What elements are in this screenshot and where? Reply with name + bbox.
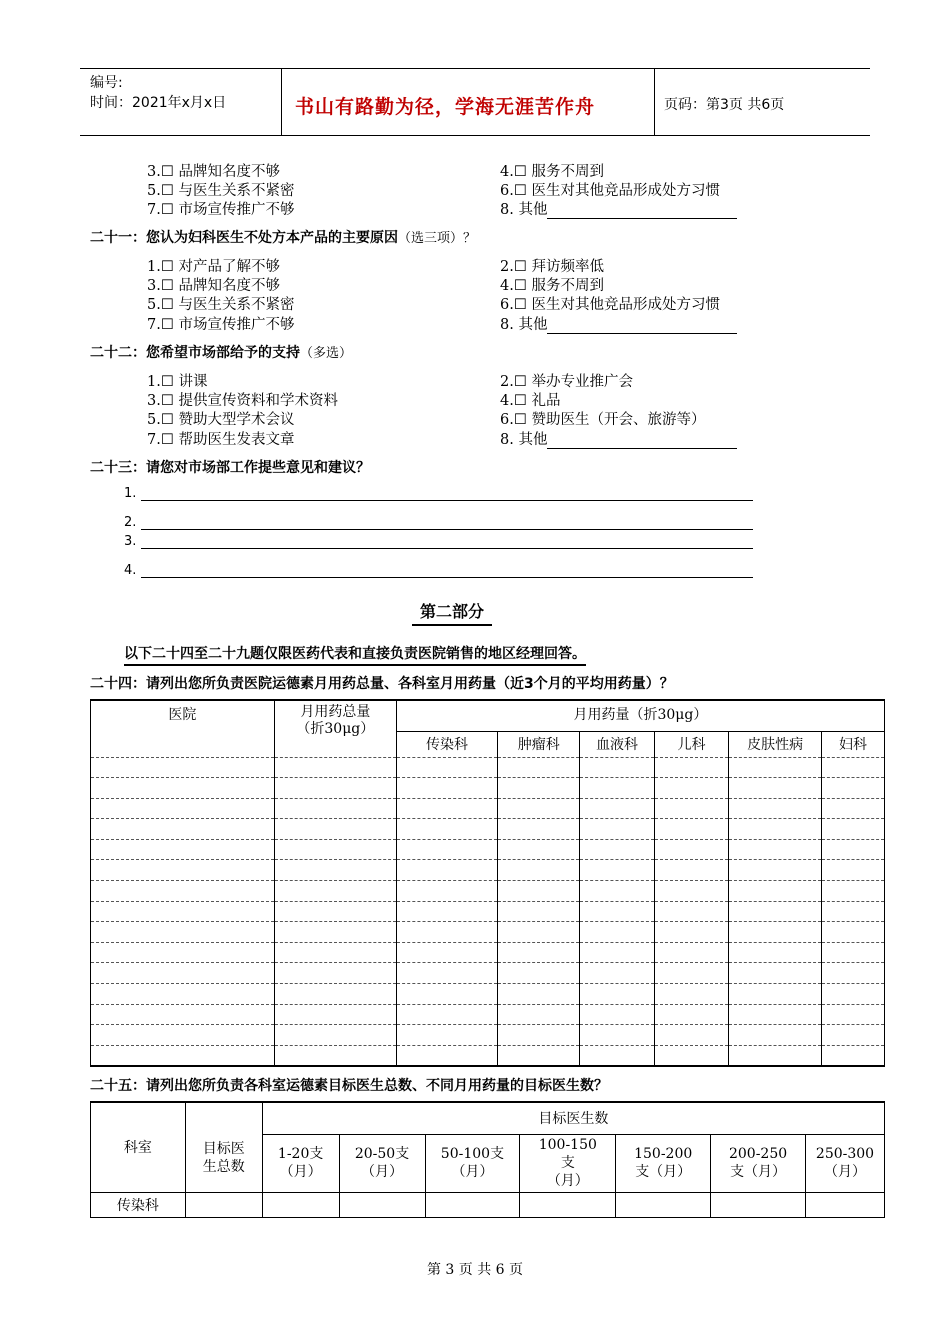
table-row <box>91 798 885 819</box>
table-row <box>91 1004 885 1025</box>
data-cell[interactable] <box>425 1192 520 1217</box>
col-range-line: 150-200 <box>634 1146 693 1162</box>
data-cell[interactable] <box>498 922 580 943</box>
data-cell[interactable] <box>729 984 822 1005</box>
option-other-label: 8. 其他 <box>500 202 548 218</box>
data-cell[interactable] <box>821 798 884 819</box>
col-range-line: 支 <box>560 1155 575 1171</box>
suggestion-number: 1. <box>124 486 137 501</box>
q23-title: 二十三：请您对市场部工作提些意见和建议？ <box>90 460 370 476</box>
data-cell[interactable] <box>821 778 884 799</box>
data-cell[interactable] <box>821 984 884 1005</box>
data-cell[interactable] <box>580 1004 654 1025</box>
data-cell[interactable] <box>654 1025 728 1046</box>
data-cell[interactable] <box>580 757 654 778</box>
table-row <box>91 984 885 1005</box>
data-cell[interactable] <box>580 819 654 840</box>
data-cell[interactable] <box>91 860 275 881</box>
q21-title <box>90 227 476 247</box>
suggestion-line-1[interactable] <box>141 500 753 501</box>
data-cell[interactable] <box>580 922 654 943</box>
data-cell[interactable] <box>654 778 728 799</box>
data-cell[interactable] <box>580 963 654 984</box>
suggestion-number: 2. <box>124 515 137 530</box>
col-hospital: 医院 <box>91 700 275 757</box>
data-cell[interactable] <box>821 881 884 902</box>
data-cell[interactable] <box>396 1004 497 1025</box>
col-range <box>711 1134 806 1192</box>
header-divider-left <box>281 68 282 135</box>
col-range-line: 200-250 <box>728 1146 788 1162</box>
data-cell[interactable] <box>498 860 580 881</box>
suggestion-line-4[interactable] <box>141 577 753 578</box>
q22-title-note: （多选） <box>300 346 353 361</box>
data-cell[interactable] <box>520 1192 616 1217</box>
data-cell[interactable] <box>274 1004 396 1025</box>
data-cell[interactable] <box>729 922 822 943</box>
q21-title-text: 二十一：您认为妇科医生不处方本产品的主要原因 <box>90 230 398 246</box>
data-cell[interactable] <box>498 778 580 799</box>
q25-title: 二十五：请列出您所负责各科室运德素目标医生总数、不同月用药量的目标医生数？ <box>90 1078 608 1094</box>
data-cell[interactable] <box>729 757 822 778</box>
suggestion-number: 4. <box>124 563 137 578</box>
data-cell[interactable] <box>498 819 580 840</box>
data-cell[interactable] <box>821 901 884 922</box>
data-cell[interactable] <box>654 839 728 860</box>
data-cell[interactable] <box>498 1004 580 1025</box>
data-cell[interactable] <box>498 798 580 819</box>
col-range-line: （月） <box>824 1164 866 1180</box>
table-row <box>91 881 885 902</box>
data-cell[interactable] <box>821 860 884 881</box>
option[interactable]: 2.☐ 拜访频率低 <box>500 259 604 275</box>
col-range-line: 100-150 <box>538 1137 597 1153</box>
q21-title-note: （选三项）？ <box>398 231 477 246</box>
option[interactable]: 3.☐ 品牌知名度不够 <box>147 278 280 294</box>
data-cell[interactable] <box>91 963 275 984</box>
header-divider-right <box>654 68 655 135</box>
q24-table <box>90 699 885 1067</box>
option[interactable]: 1.☐ 对产品了解不够 <box>147 259 280 275</box>
option-other[interactable] <box>500 313 737 334</box>
col-total-line2: （折30μg） <box>296 721 375 737</box>
data-cell[interactable] <box>729 1025 822 1046</box>
data-cell[interactable] <box>729 798 822 819</box>
data-cell[interactable] <box>396 901 497 922</box>
data-cell[interactable] <box>654 984 728 1005</box>
data-cell[interactable] <box>91 942 275 963</box>
data-cell[interactable] <box>91 1025 275 1046</box>
data-cell[interactable] <box>498 839 580 860</box>
data-cell[interactable] <box>274 798 396 819</box>
data-cell[interactable] <box>821 1004 884 1025</box>
data-cell[interactable] <box>821 963 884 984</box>
data-cell[interactable] <box>498 984 580 1005</box>
data-cell[interactable] <box>274 984 396 1005</box>
data-cell[interactable] <box>498 757 580 778</box>
header-number: 编号: <box>90 75 123 91</box>
data-cell[interactable] <box>396 798 497 819</box>
table-row <box>91 1045 885 1066</box>
option[interactable]: 6.☐ 医生对其他竞品形成处方习惯 <box>500 183 720 199</box>
data-cell[interactable] <box>654 798 728 819</box>
table-row <box>91 839 885 860</box>
data-cell[interactable] <box>274 963 396 984</box>
col-dept: 皮肤性病 <box>729 731 822 757</box>
col-dept: 妇科 <box>821 731 884 757</box>
option[interactable]: 4.☐ 礼品 <box>500 393 561 409</box>
data-cell[interactable] <box>654 819 728 840</box>
suggestion-number: 3. <box>124 534 137 549</box>
data-cell[interactable] <box>729 1045 822 1066</box>
option-other[interactable] <box>500 428 737 449</box>
data-cell[interactable] <box>580 942 654 963</box>
data-cell[interactable] <box>396 757 497 778</box>
option[interactable]: 7.☐ 帮助医生发表文章 <box>147 432 295 448</box>
other-fill-line[interactable] <box>547 319 737 334</box>
data-cell[interactable] <box>821 839 884 860</box>
data-cell[interactable] <box>91 778 275 799</box>
data-cell[interactable] <box>580 984 654 1005</box>
table-row <box>91 901 885 922</box>
table-row <box>91 819 885 840</box>
table-row <box>91 963 885 984</box>
q22-title <box>90 342 352 362</box>
option[interactable]: 6.☐ 赞助医生（开会、旅游等） <box>500 412 706 428</box>
data-cell[interactable] <box>91 901 275 922</box>
data-cell[interactable] <box>729 819 822 840</box>
data-cell[interactable] <box>806 1192 885 1217</box>
option-other[interactable] <box>500 198 737 219</box>
col-range-line: 支（月） <box>635 1164 692 1180</box>
option-other-label: 8. 其他 <box>500 432 548 448</box>
col-range-line: 20-50支 <box>354 1146 410 1162</box>
option[interactable]: 4.☐ 服务不周到 <box>500 278 604 294</box>
data-cell[interactable] <box>654 757 728 778</box>
col-target-group: 目标医生数 <box>262 1102 884 1134</box>
data-cell[interactable] <box>274 839 396 860</box>
col-range-line: （月） <box>451 1164 494 1180</box>
data-cell[interactable] <box>274 1025 396 1046</box>
data-cell[interactable] <box>821 1025 884 1046</box>
option[interactable]: 3.☐ 品牌知名度不够 <box>147 164 280 180</box>
table-row <box>91 1025 885 1046</box>
data-cell[interactable] <box>729 963 822 984</box>
data-cell[interactable] <box>580 1045 654 1066</box>
data-cell[interactable] <box>274 942 396 963</box>
col-range <box>339 1134 425 1192</box>
header-top-rule <box>80 68 870 69</box>
data-cell[interactable] <box>396 1025 497 1046</box>
col-target-total-line1: 目标医 <box>202 1140 245 1157</box>
col-dept: 血液科 <box>580 731 654 757</box>
data-cell[interactable] <box>654 942 728 963</box>
option[interactable]: 5.☐ 与医生关系不紧密 <box>147 183 295 199</box>
col-range-line: （月） <box>361 1164 404 1180</box>
col-dept: 肿瘤科 <box>498 731 580 757</box>
col-range-line: （月） <box>279 1164 322 1180</box>
data-cell[interactable] <box>729 942 822 963</box>
col-range <box>616 1134 711 1192</box>
data-cell[interactable] <box>396 778 497 799</box>
data-cell[interactable] <box>729 860 822 881</box>
data-cell[interactable] <box>729 881 822 902</box>
data-cell[interactable] <box>821 1045 884 1066</box>
q25-table <box>90 1101 885 1218</box>
data-cell[interactable] <box>274 901 396 922</box>
col-range <box>520 1134 616 1192</box>
data-cell[interactable] <box>396 839 497 860</box>
data-cell[interactable] <box>580 798 654 819</box>
data-cell[interactable] <box>580 881 654 902</box>
table-row <box>91 942 885 963</box>
data-cell[interactable] <box>580 839 654 860</box>
option[interactable]: 5.☐ 与医生关系不紧密 <box>147 297 295 313</box>
col-target-total-line2: 生总数 <box>202 1158 245 1175</box>
option-other-label: 8. 其他 <box>500 317 548 333</box>
option[interactable]: 6.☐ 医生对其他竞品形成处方习惯 <box>500 297 720 313</box>
data-cell[interactable] <box>821 922 884 943</box>
section-note: 以下二十四至二十九题仅限医药代表和直接负责医院销售的地区经理回答。 <box>124 643 586 666</box>
header-page-info: 页码：第3页 共6页 <box>664 97 785 113</box>
col-target-total <box>185 1102 262 1192</box>
option[interactable]: 7.☐ 市场宣传推广不够 <box>147 202 295 218</box>
col-range <box>262 1134 339 1192</box>
data-cell[interactable] <box>821 819 884 840</box>
data-cell[interactable] <box>729 778 822 799</box>
data-cell[interactable] <box>821 757 884 778</box>
data-cell[interactable] <box>339 1192 425 1217</box>
data-cell[interactable] <box>396 984 497 1005</box>
data-cell[interactable] <box>729 1004 822 1025</box>
data-cell[interactable] <box>262 1192 339 1217</box>
data-cell[interactable] <box>729 839 822 860</box>
col-department: 科室 <box>91 1102 186 1192</box>
header-motto: 书山有路勤为径，学海无涯苦作舟 <box>295 96 596 118</box>
data-cell[interactable] <box>91 839 275 860</box>
header-time: 时间：2021年x月x日 <box>90 95 227 111</box>
q24-table-body <box>91 757 885 1066</box>
data-cell[interactable] <box>396 860 497 881</box>
data-cell[interactable] <box>274 860 396 881</box>
data-cell[interactable] <box>91 1045 275 1066</box>
suggestion-line-3[interactable] <box>141 548 753 549</box>
data-cell[interactable] <box>185 1192 262 1217</box>
data-cell[interactable] <box>498 901 580 922</box>
data-cell[interactable] <box>91 984 275 1005</box>
col-range <box>806 1134 885 1192</box>
table-row <box>91 860 885 881</box>
data-cell[interactable] <box>654 881 728 902</box>
option[interactable]: 5.☐ 赞助大型学术会议 <box>147 412 295 428</box>
data-cell[interactable] <box>654 860 728 881</box>
data-cell[interactable] <box>396 963 497 984</box>
data-cell[interactable] <box>580 901 654 922</box>
other-fill-line[interactable] <box>547 204 737 219</box>
data-cell[interactable] <box>654 1045 728 1066</box>
data-cell[interactable] <box>274 881 396 902</box>
col-range <box>425 1134 520 1192</box>
row-department: 传染科 <box>91 1192 186 1217</box>
col-dept: 儿科 <box>654 731 728 757</box>
data-cell[interactable] <box>396 922 497 943</box>
col-range-line: 50-100支 <box>440 1146 505 1162</box>
option[interactable]: 2.☐ 举办专业推广会 <box>500 374 633 390</box>
option[interactable]: 3.☐ 提供宣传资料和学术资料 <box>147 393 338 409</box>
data-cell[interactable] <box>711 1192 806 1217</box>
col-range-line: 250-300 <box>815 1146 875 1162</box>
header-bottom-rule <box>80 135 870 136</box>
data-cell[interactable] <box>91 757 275 778</box>
data-cell[interactable] <box>274 819 396 840</box>
data-cell[interactable] <box>274 757 396 778</box>
data-cell[interactable] <box>654 901 728 922</box>
data-cell[interactable] <box>580 778 654 799</box>
data-cell[interactable] <box>654 963 728 984</box>
option[interactable]: 7.☐ 市场宣传推广不够 <box>147 317 295 333</box>
data-cell[interactable] <box>580 1025 654 1046</box>
table-row <box>91 922 885 943</box>
col-department-group: 月用药量（折30μg） <box>396 700 884 731</box>
option[interactable]: 4.☐ 服务不周到 <box>500 164 604 180</box>
table-row <box>91 757 885 778</box>
col-total <box>274 700 396 757</box>
data-cell[interactable] <box>91 922 275 943</box>
data-cell[interactable] <box>274 1045 396 1066</box>
data-cell[interactable] <box>821 942 884 963</box>
data-cell[interactable] <box>654 1004 728 1025</box>
col-total-line1: 月用药总量 <box>300 704 371 720</box>
suggestion-line-2[interactable] <box>141 529 753 530</box>
data-cell[interactable] <box>498 963 580 984</box>
col-dept: 传染科 <box>396 731 497 757</box>
other-fill-line[interactable] <box>547 434 737 449</box>
data-cell[interactable] <box>616 1192 711 1217</box>
data-cell[interactable] <box>274 778 396 799</box>
data-cell[interactable] <box>729 901 822 922</box>
data-cell[interactable] <box>498 942 580 963</box>
data-cell[interactable] <box>498 1025 580 1046</box>
data-cell[interactable] <box>396 881 497 902</box>
col-range-line: 1-20支 <box>277 1146 324 1162</box>
data-cell[interactable] <box>91 881 275 902</box>
data-cell[interactable] <box>580 860 654 881</box>
section-title: 第二部分 <box>412 599 492 626</box>
data-cell[interactable] <box>654 922 728 943</box>
col-range-line: 支（月） <box>730 1164 787 1180</box>
option[interactable]: 1.☐ 讲课 <box>147 374 208 390</box>
data-cell[interactable] <box>91 819 275 840</box>
q22-title-text: 二十二：您希望市场部给予的支持 <box>90 345 300 361</box>
data-cell[interactable] <box>396 1045 497 1066</box>
data-cell[interactable] <box>498 1045 580 1066</box>
table-row <box>91 778 885 799</box>
data-cell[interactable] <box>396 819 497 840</box>
data-cell[interactable] <box>498 881 580 902</box>
q24-title: 二十四：请列出您所负责医院运德素月用药总量、各科室月用药量（近3个月的平均用药量）？ <box>90 676 674 692</box>
data-cell[interactable] <box>274 922 396 943</box>
page-footer: 第 3 页 共 6 页 <box>426 1262 524 1278</box>
col-range-line: （月） <box>546 1173 589 1189</box>
data-cell[interactable] <box>91 1004 275 1025</box>
data-cell[interactable] <box>91 798 275 819</box>
data-cell[interactable] <box>396 942 497 963</box>
